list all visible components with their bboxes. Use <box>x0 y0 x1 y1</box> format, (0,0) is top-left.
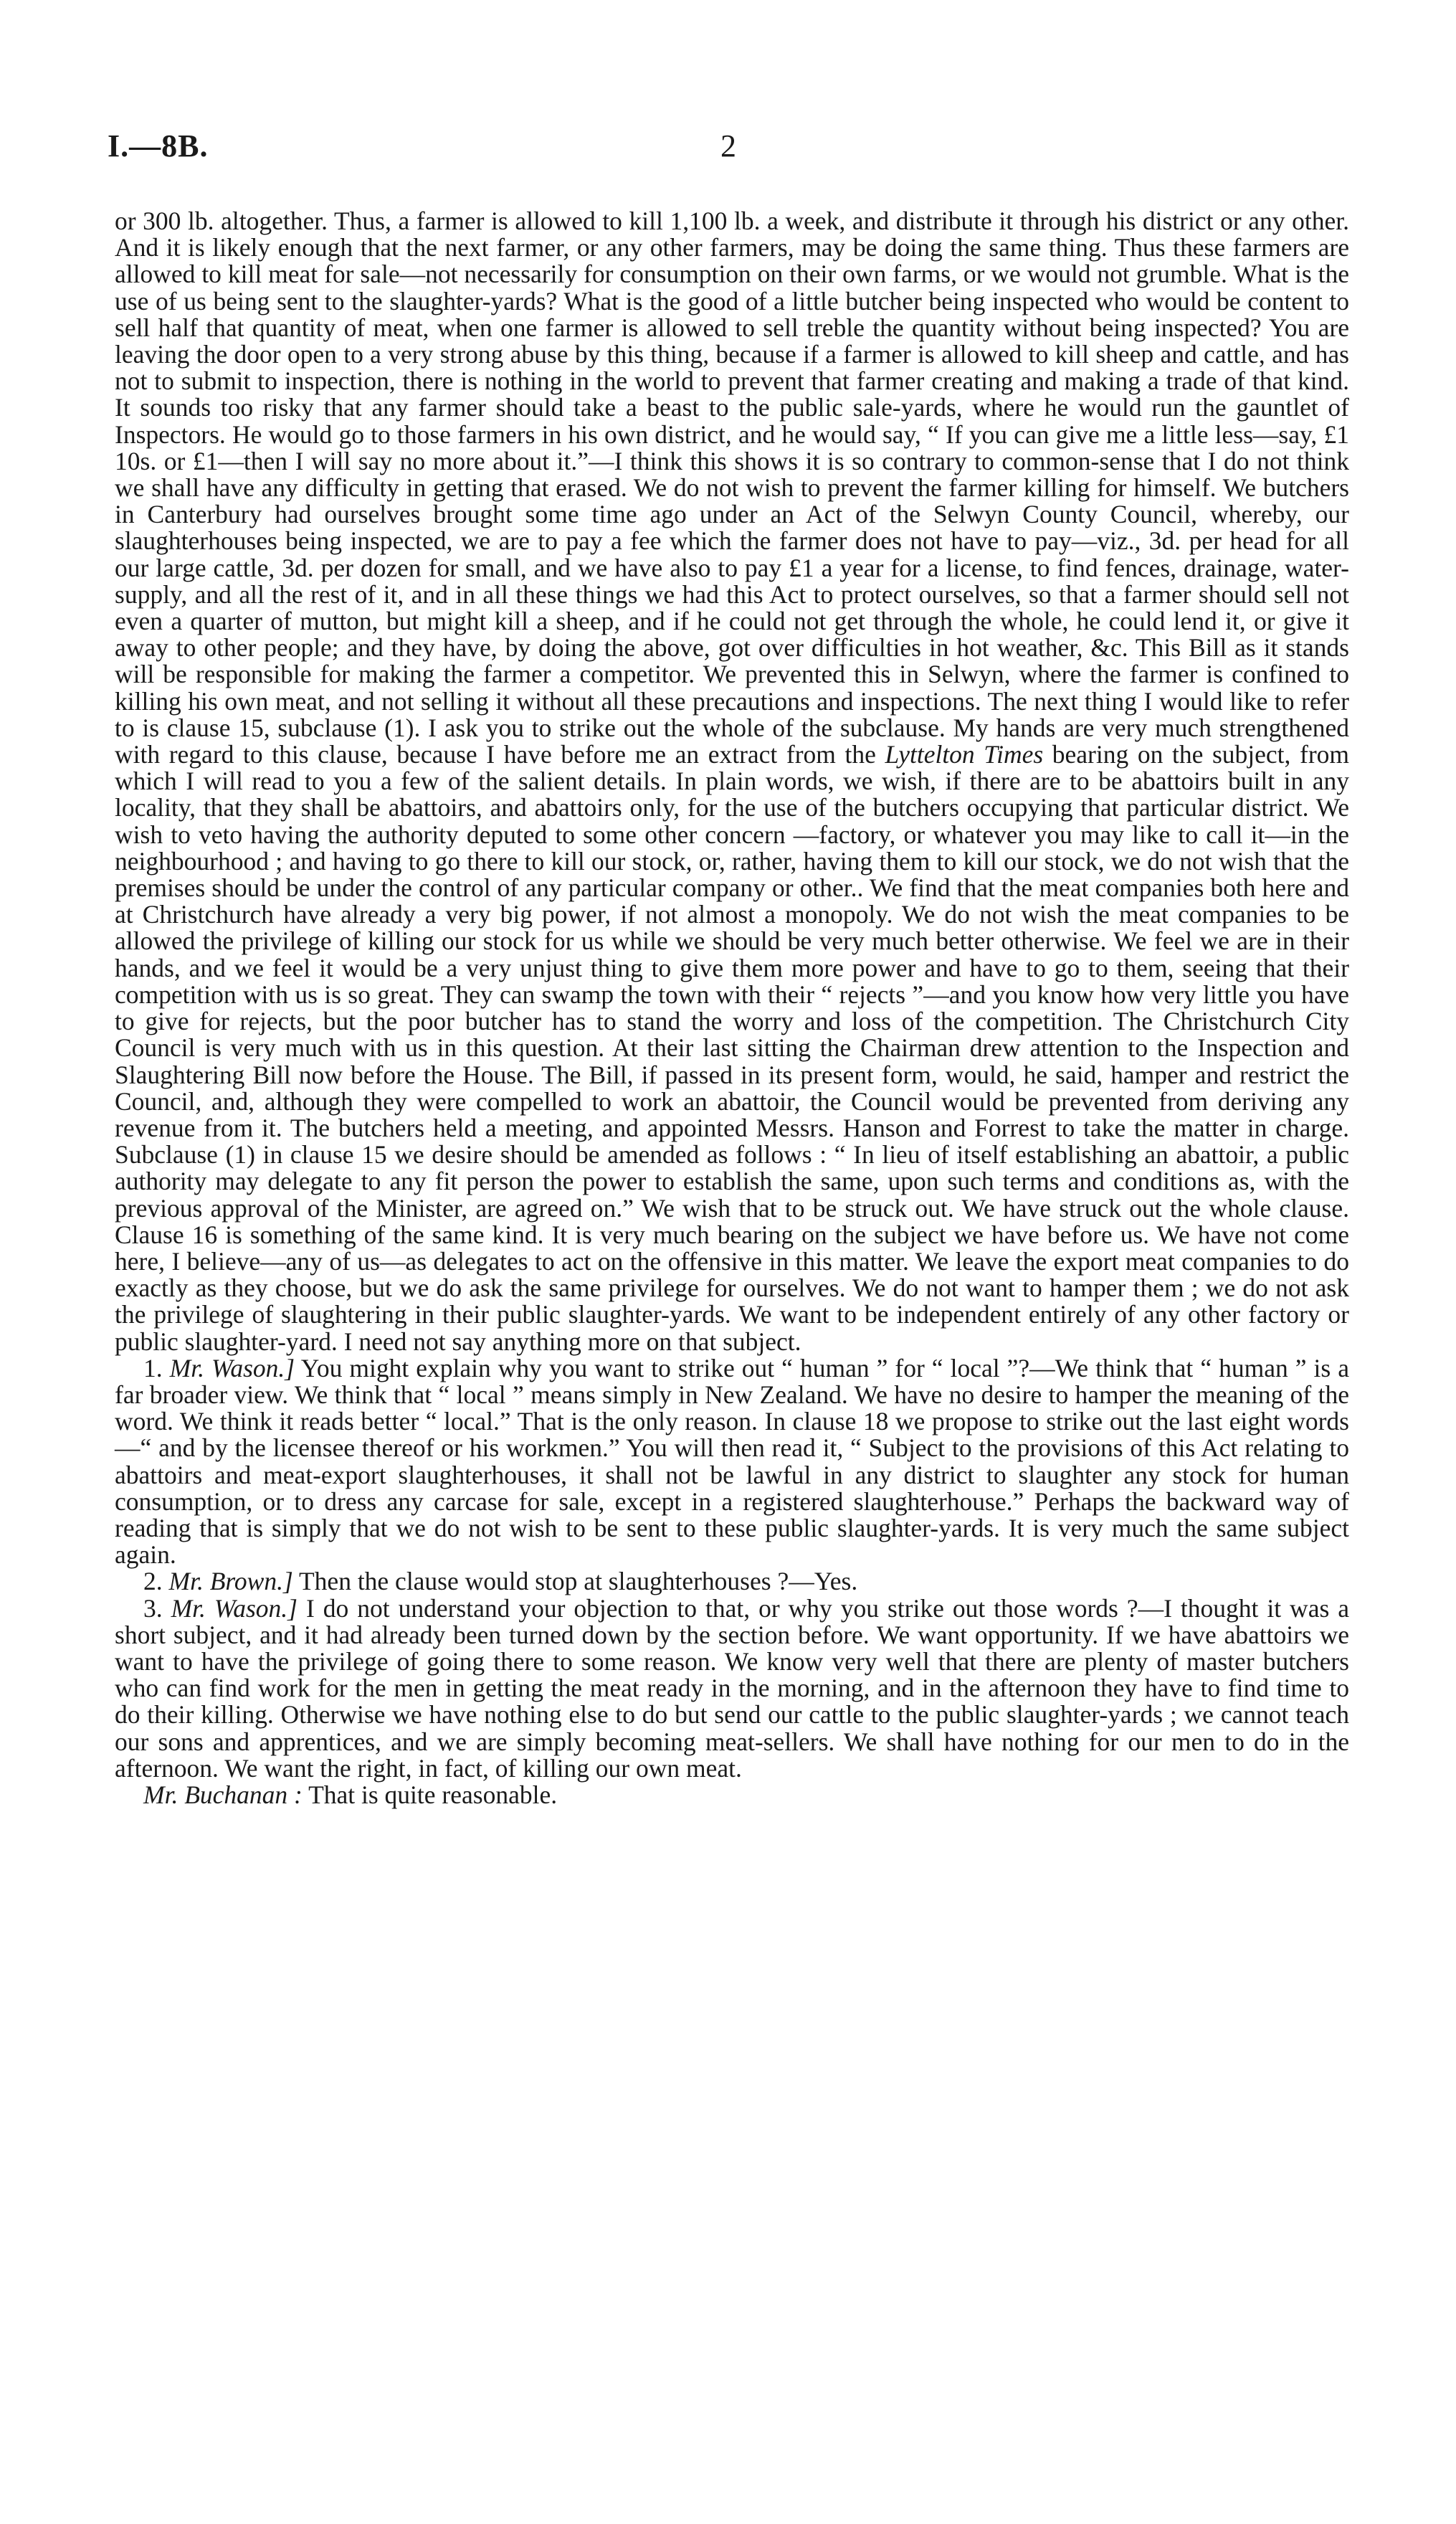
remark-buchanan <box>115 1782 1349 1808</box>
question-text: You might explain why you want to strike out “ human ” for “ local ”?—We think that “ human ” is a far broader view. We think that “ local ” means simply in New Zealand. We have no desire to hamper the meaning of the word. We think it reads better “ local.” That is the only reason. In clause 18 we propose to strike out the last eight words—“ and by the licensee thereof or his workmen.” You will then read it, “ Subject to the provisions of this Act relating to abattoirs and meat-export slaughterhouses, it shall not be lawful in any district to slaughter any stock for human consumption, or to dress any carcase for sale, except in a registered slaughterhouse.” Perhaps the backward way of reading that is simply that we do not wish to be sent to these public slaughter-yards. It is very much the same subject again. <box>115 1353 1349 1570</box>
paragraph-evidence-continued <box>115 208 1349 1355</box>
newspaper-title: Lyttelton Times <box>885 740 1044 769</box>
paragraph-text: or 300 lb. altogether. Thus, a farmer is allowed to kill 1,100 lb. a week, and distribute it through his district or any other. And it is likely enough that the next farmer, or any other farmers, may be doing the same thing. Thus these farmers are allowed to kill meat for sale—not necessarily for consumption on their own farms, or we would not grumble. What is the use of us being sent to the slaughter-yards? What is the good of a little butcher being inspected who would be content to sell half that quantity of meat, when one farmer is allowed to sell treble the quantity without being inspected? You are leaving the door open to a very strong abuse by this thing, because if a farmer is allowed to kill sheep and cattle, and has not to submit to inspection, there is nothing in the world to prevent that farmer creating and making a trade of that kind. It sounds too risky that any farmer should take a beast to the public sale-yards, where he would run the gauntlet of Inspectors. He would go to those farmers in his own district, and he would say, “ If you can give me a little less—say, £1 10s. or £1—then I will say no more about it.”—I think this shows it is so contrary to common-sense that I do not think we shall have any difficulty in getting that erased. We do not wish to prevent the farmer killing for himself. We butchers in Canterbury had ourselves brought some time ago under an Act of the Selwyn County Council, whereby, our slaughterhouses being inspected, we are to pay a fee which the farmer does not have to pay—viz., 3d. per head for all our large cattle, 3d. per dozen for small, and we have also to pay £1 a year for a license, to find fences, drainage, water-supply, and all the rest of it, and in all these things we had this Act to protect ourselves, so that a farmer should sell not even a quarter of mutton, but might kill a sheep, and if he could not get through the whole, he could lend it, or give it away to other people; and they have, by doing the above, got over difficulties in hot weather, &c. This Bill as it stands will be responsible for making the farmer a competitor. We prevented this in Selwyn, where the farmer is confined to killing his own meat, and not selling it without all these precautions and inspections. The next thing I would like to refer to is clause 15, subclause (1). I ask you to strike out the whole of the subclause. My hands are very much strengthened with regard to this clause, because I have before me an extract from the <box>115 207 1349 769</box>
question-text: I do not understand your objection to that, or why you strike out those words ?—I thought it was a short subject, and it had already been turned down by the section before. We want opportunity. If we have abattoirs we want to have the privilege of going there to some reason. We know very well that there are plenty of master butchers who can find work for the men in getting the meat ready in the morning, and in the afternoon they have to find time to do their killing. Otherwise we have nothing else to do but send our cattle to the public slaughter-yards ; we cannot teach our sons and apprentices, and we are simply becoming meat-sellers. We shall have nothing for our men to do in the afternoon. We want the right, in fact, of killing our own meat. <box>115 1593 1349 1783</box>
paragraph-text: bearing on the subject, from which I will read to you a few of the salient details. In plain words, we wish, if there are to be abattoirs built in any locality, that they shall be abattoirs, and abattoirs only, for the use of the butchers occupying that particular district. We wish to veto having the authority deputed to some other concern —factory, or whatever you may like to call it—in the neighbourhood ; and having to go there to kill our stock, or, rather, having them to kill our stock, we do not wish that the premises should be under the control of any particular company or other.. We find that the meat companies both here and at Christchurch have already a very big power, if not almost a monopoly. We do not wish the meat companies to be allowed the privilege of killing our stock for us while we should be very much better otherwise. We feel we are in their hands, and we feel it would be a very unjust thing to give them more power and have to go to them, seeing that their competition with us is so great. They can swamp the town with their “ rejects ”—and you know how very little you have to give for rejects, but the poor butcher has to stand the worry and loss of the competition. The Christchurch City Council is very much with us in this question. At their last sitting the Chairman drew attention to the Inspection and Slaughtering Bill now before the House. The Bill, if passed in its present form, would, he said, hamper and restrict the Council, and, although they were compelled to work an abattoir, the Council would be prevented from deriving any revenue from it. The butchers held a meeting, and appointed Messrs. Hanson and Forrest to take the matter in charge. Subclause (1) in clause 15 we desire should be amended as follows : “ In lieu of itself establishing an abattoir, a public authority may delegate to any fit person the power to establish the same, upon such terms and conditions as, with the previous approval of the Minister, are agreed on.” We wish that to be struck out. We have struck out the whole clause. Clause 16 is something of the same kind. It is very much bearing on the subject we have before us. We have not come here, I believe—any of us—as delegates to act on the offensive in this matter. We leave the export meat companies to do exactly as they choose, but we do ask the same privilege for ourselves. We do not want to hamper them ; we do not ask the privilege of slaughtering in their public slaughter-yards. We want to be independent entirely of any other factory or public slaughter-yard. I need not say anything more on that subject. <box>115 740 1349 1356</box>
question-3 <box>115 1595 1349 1782</box>
question-number: 3. <box>143 1593 163 1623</box>
question-text: Then the clause would stop at slaughterhouses ?—Yes. <box>299 1567 858 1596</box>
page-number: 2 <box>720 128 736 163</box>
speaker-name: Mr. Brown.] <box>168 1567 293 1596</box>
page-header <box>108 128 1348 178</box>
speaker-name: Mr. Wason.] <box>171 1593 298 1623</box>
question-1 <box>115 1355 1349 1569</box>
document-reference: I.—8B. <box>108 128 209 163</box>
remark-text: That is quite reasonable. <box>308 1780 558 1809</box>
question-2 <box>115 1568 1349 1595</box>
speaker-name: Mr. Buchanan : <box>143 1780 303 1809</box>
question-number: 1. <box>143 1353 163 1382</box>
question-number: 2. <box>143 1567 163 1596</box>
speaker-name: Mr. Wason.] <box>169 1353 295 1382</box>
body-text <box>115 208 1349 1808</box>
